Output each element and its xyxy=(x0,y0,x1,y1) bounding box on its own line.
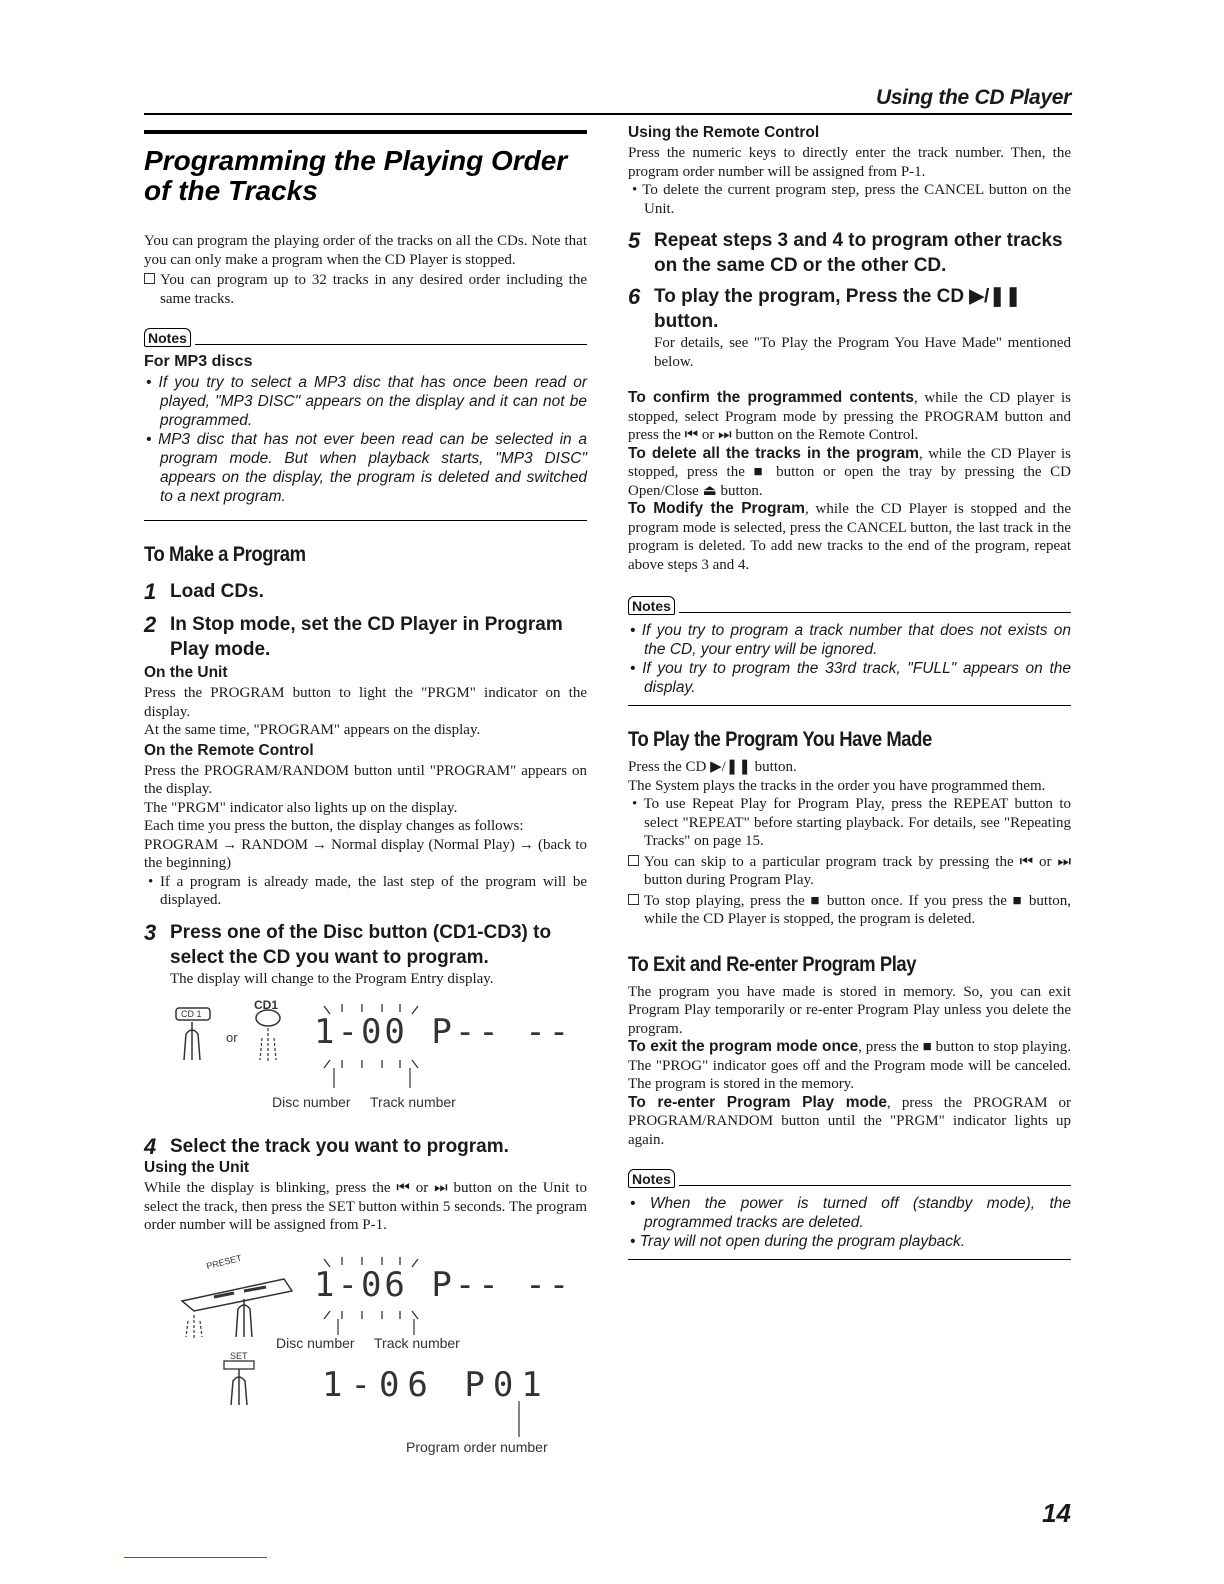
note-item: • MP3 disc that has not ever been read can be selected in a program mode. But when playback starts, "MP3 DISC" appears on the display, the program is deleted and switched to a next program. xyxy=(146,431,587,505)
note-item: • If you try to program a track number that does not exists on the CD, your entry will be ignored. xyxy=(630,622,1072,658)
note-item: • When the power is turned off (standby mode), the programmed tracks are deleted. xyxy=(630,1195,1071,1231)
play-p1: Press the CD ▶/❚❚ button. xyxy=(628,759,797,775)
notes-icon: Notes xyxy=(144,328,191,347)
on-unit-p1: Press the PROGRAM button to light the "PRGM" indicator on the display. xyxy=(144,685,587,720)
blink-marks xyxy=(304,998,434,1088)
notes-end-rule xyxy=(144,520,587,521)
exit-once-paragraph: To exit the program mode once, press the ■ button to stop playing. The "PROG" indicator goes off and the Program mode will be canceled. The program is stored in the memory. xyxy=(628,1038,1071,1092)
notes-header-3 xyxy=(628,1169,1071,1188)
title-rule xyxy=(144,130,587,134)
play-bullet: • To use Repeat Play for Program Play, press the REPEAT button to select "REPEAT" before starting playback. For details, see "Repeating Tracks" on page 15. xyxy=(632,796,1071,849)
section-title-exit-program: To Exit and Re-enter Program Play xyxy=(628,952,917,976)
exit-paragraph: The program you have made is stored in memory. So, you can exit Program Play temporarily or re-enter Program Play unless you delete the program. xyxy=(628,983,1071,1037)
right-column xyxy=(628,124,1071,1260)
header-rule xyxy=(144,113,1072,115)
checkbox-square-icon xyxy=(628,855,639,866)
page-title xyxy=(144,146,587,206)
step-3: 3 Press one of the Disc button (CD1-CD3) to select the CD you want to program. xyxy=(144,919,552,968)
step-3-desc: The display will change to the Program Entry display. xyxy=(170,970,494,987)
note-item: • If you try to select a MP3 disc that has once been read or played, "MP3 DISC" appears on the display and it can not be programmed. xyxy=(146,374,587,429)
lcd-track-select: 1-06 P-- -- xyxy=(314,1264,573,1305)
header-title: Using the CD Player xyxy=(875,86,1071,109)
checkbox-square-icon xyxy=(144,273,155,284)
note-item: • If you try to program the 33rd track, "FULL" appears on the display. xyxy=(630,660,1071,696)
left-column xyxy=(144,130,587,1463)
step-5: 5 Repeat steps 3 and 4 to program other tracks on the same CD or the other CD. xyxy=(628,228,1063,276)
lcd-program-order: 1-06 P01 xyxy=(322,1364,550,1405)
confirm-paragraph: To confirm the programmed contents, while the CD player is stopped, select Program mode by pressing the PROGRAM button and press the ⏮ or ⏭ button on the Remote Control. xyxy=(628,389,1071,443)
set-button-illustration xyxy=(220,1359,260,1409)
step-6-desc: For details, see "To Play the Program You Have Made" mentioned below. xyxy=(654,335,1071,370)
or-label: or xyxy=(226,1030,238,1045)
notes-end-rule-2 xyxy=(628,705,1071,706)
remote-bullet: • If a program is already made, the last step of the program will be displayed. xyxy=(148,873,587,908)
remote-p1: Press the PROGRAM/RANDOM button until "PROGRAM" appears on the display. xyxy=(144,762,587,797)
notes-subtitle: For MP3 discs xyxy=(144,353,253,370)
on-unit-p2: At the same time, "PROGRAM" appears on the display. xyxy=(144,722,481,738)
step-2: 2 In Stop mode, set the CD Player in Program Play mode. xyxy=(144,612,563,660)
disc-number-caption-2: Disc number xyxy=(276,1334,355,1351)
cd1-button-label: CD 1 xyxy=(181,1009,202,1019)
title-line-2: of the Tracks xyxy=(144,175,318,206)
checkbox-square-icon xyxy=(628,894,639,905)
notes-icon: Notes xyxy=(628,1169,675,1188)
play-note-2: To stop playing, press the ■ button once. If you press the ■ button, while the CD Player is stopped, the program is deleted. xyxy=(628,892,1071,929)
using-remote-paragraph: Press the numeric keys to directly enter the track number. Then, the program order number will be assigned from P-1. xyxy=(628,145,1071,180)
page-number: 14 xyxy=(1042,1498,1071,1528)
delete-paragraph: To delete all the tracks in the program, while the CD Player is stopped, press the ■ button or open the tray by pressing the CD Open/Close ⏏ button. xyxy=(628,444,1071,499)
using-remote-bullet: • To delete the current program step, press the CANCEL button on the Unit. xyxy=(632,182,1071,217)
preset-label: PRESET xyxy=(205,1252,243,1271)
cd1-label: CD1 xyxy=(254,998,279,1012)
notes-end-rule-3 xyxy=(628,1259,1071,1260)
notes-rule xyxy=(679,1185,1071,1186)
step-4: 4 Select the track you want to program. xyxy=(144,1134,509,1159)
play-note-1: You can skip to a particular program track by pressing the ⏮ or ⏭ button during Program Play. xyxy=(628,853,1071,890)
notes-header xyxy=(144,328,587,347)
on-unit-heading: On the Unit xyxy=(144,664,228,681)
section-title-play-program: To Play the Program You Have Made xyxy=(628,728,932,751)
using-remote-heading: Using the Remote Control xyxy=(628,124,820,141)
note-item: • Tray will not open during the program playback. xyxy=(630,1233,966,1250)
using-unit-paragraph: While the display is blinking, press the ⏮ or ⏭ button on the Unit to select the track, then press the SET button within 5 seconds. The program order number will be assigned from P-1. xyxy=(144,1180,587,1233)
order-pointer xyxy=(514,1401,524,1441)
title-line-1: Programming the Playing Order xyxy=(144,145,568,176)
figure-program-entry xyxy=(144,998,587,1116)
remote-p2: The "PRGM" indicator also lights up on the display. xyxy=(144,799,458,816)
set-label: SET xyxy=(230,1350,248,1361)
footer-line xyxy=(124,1557,267,1558)
step-1: 1 Load CDs. xyxy=(144,579,264,604)
step-6: 6 To play the program, Press the CD ▶/❚❚ button. xyxy=(628,284,1022,332)
notes-rule xyxy=(679,612,1071,613)
intro-paragraph: You can program the playing order of the tracks on all the CDs. Note that you can only make a program when the CD Player is stopped. xyxy=(144,233,587,268)
figure-track-select xyxy=(144,1253,587,1463)
on-remote-heading: On the Remote Control xyxy=(144,741,314,759)
remote-p4: PROGRAM → RANDOM → Normal display (Normal Play) → (back to the beginning) xyxy=(144,836,587,871)
lcd-program-entry: 1-00 P-- -- xyxy=(314,1012,573,1052)
preset-dial-illustration xyxy=(174,1261,304,1341)
track-number-caption: Track number xyxy=(370,1094,456,1110)
notes-icon: Notes xyxy=(628,596,675,615)
intro-note-text: You can program up to 32 tracks in any desired order including the same tracks. xyxy=(160,272,587,307)
remote-p3: Each time you press the button, the display changes as follows: xyxy=(144,818,524,834)
track-number-caption-2: Track number xyxy=(374,1334,460,1351)
disc-number-caption: Disc number xyxy=(272,1094,351,1110)
using-unit-heading: Using the Unit xyxy=(144,1159,250,1176)
play-p2: The System plays the tracks in the order you have programmed them. xyxy=(628,777,1046,794)
reenter-paragraph: To re-enter Program Play mode, press the PROGRAM or PROGRAM/RANDOM button until the "PRGM" indicator lights up again. xyxy=(628,1093,1071,1148)
modify-paragraph: To Modify the Program, while the CD Player is stopped and the program mode is selected, press the CANCEL button, the last track in the program is deleted. To add new tracks to the end of the program, repeat above steps 3 and 4. xyxy=(628,500,1071,573)
section-title-make-program: To Make a Program xyxy=(144,543,306,566)
program-order-caption: Program order number xyxy=(406,1438,548,1455)
intro-note xyxy=(144,271,587,308)
notes-header-2 xyxy=(628,596,1071,615)
notes-rule xyxy=(195,344,587,345)
